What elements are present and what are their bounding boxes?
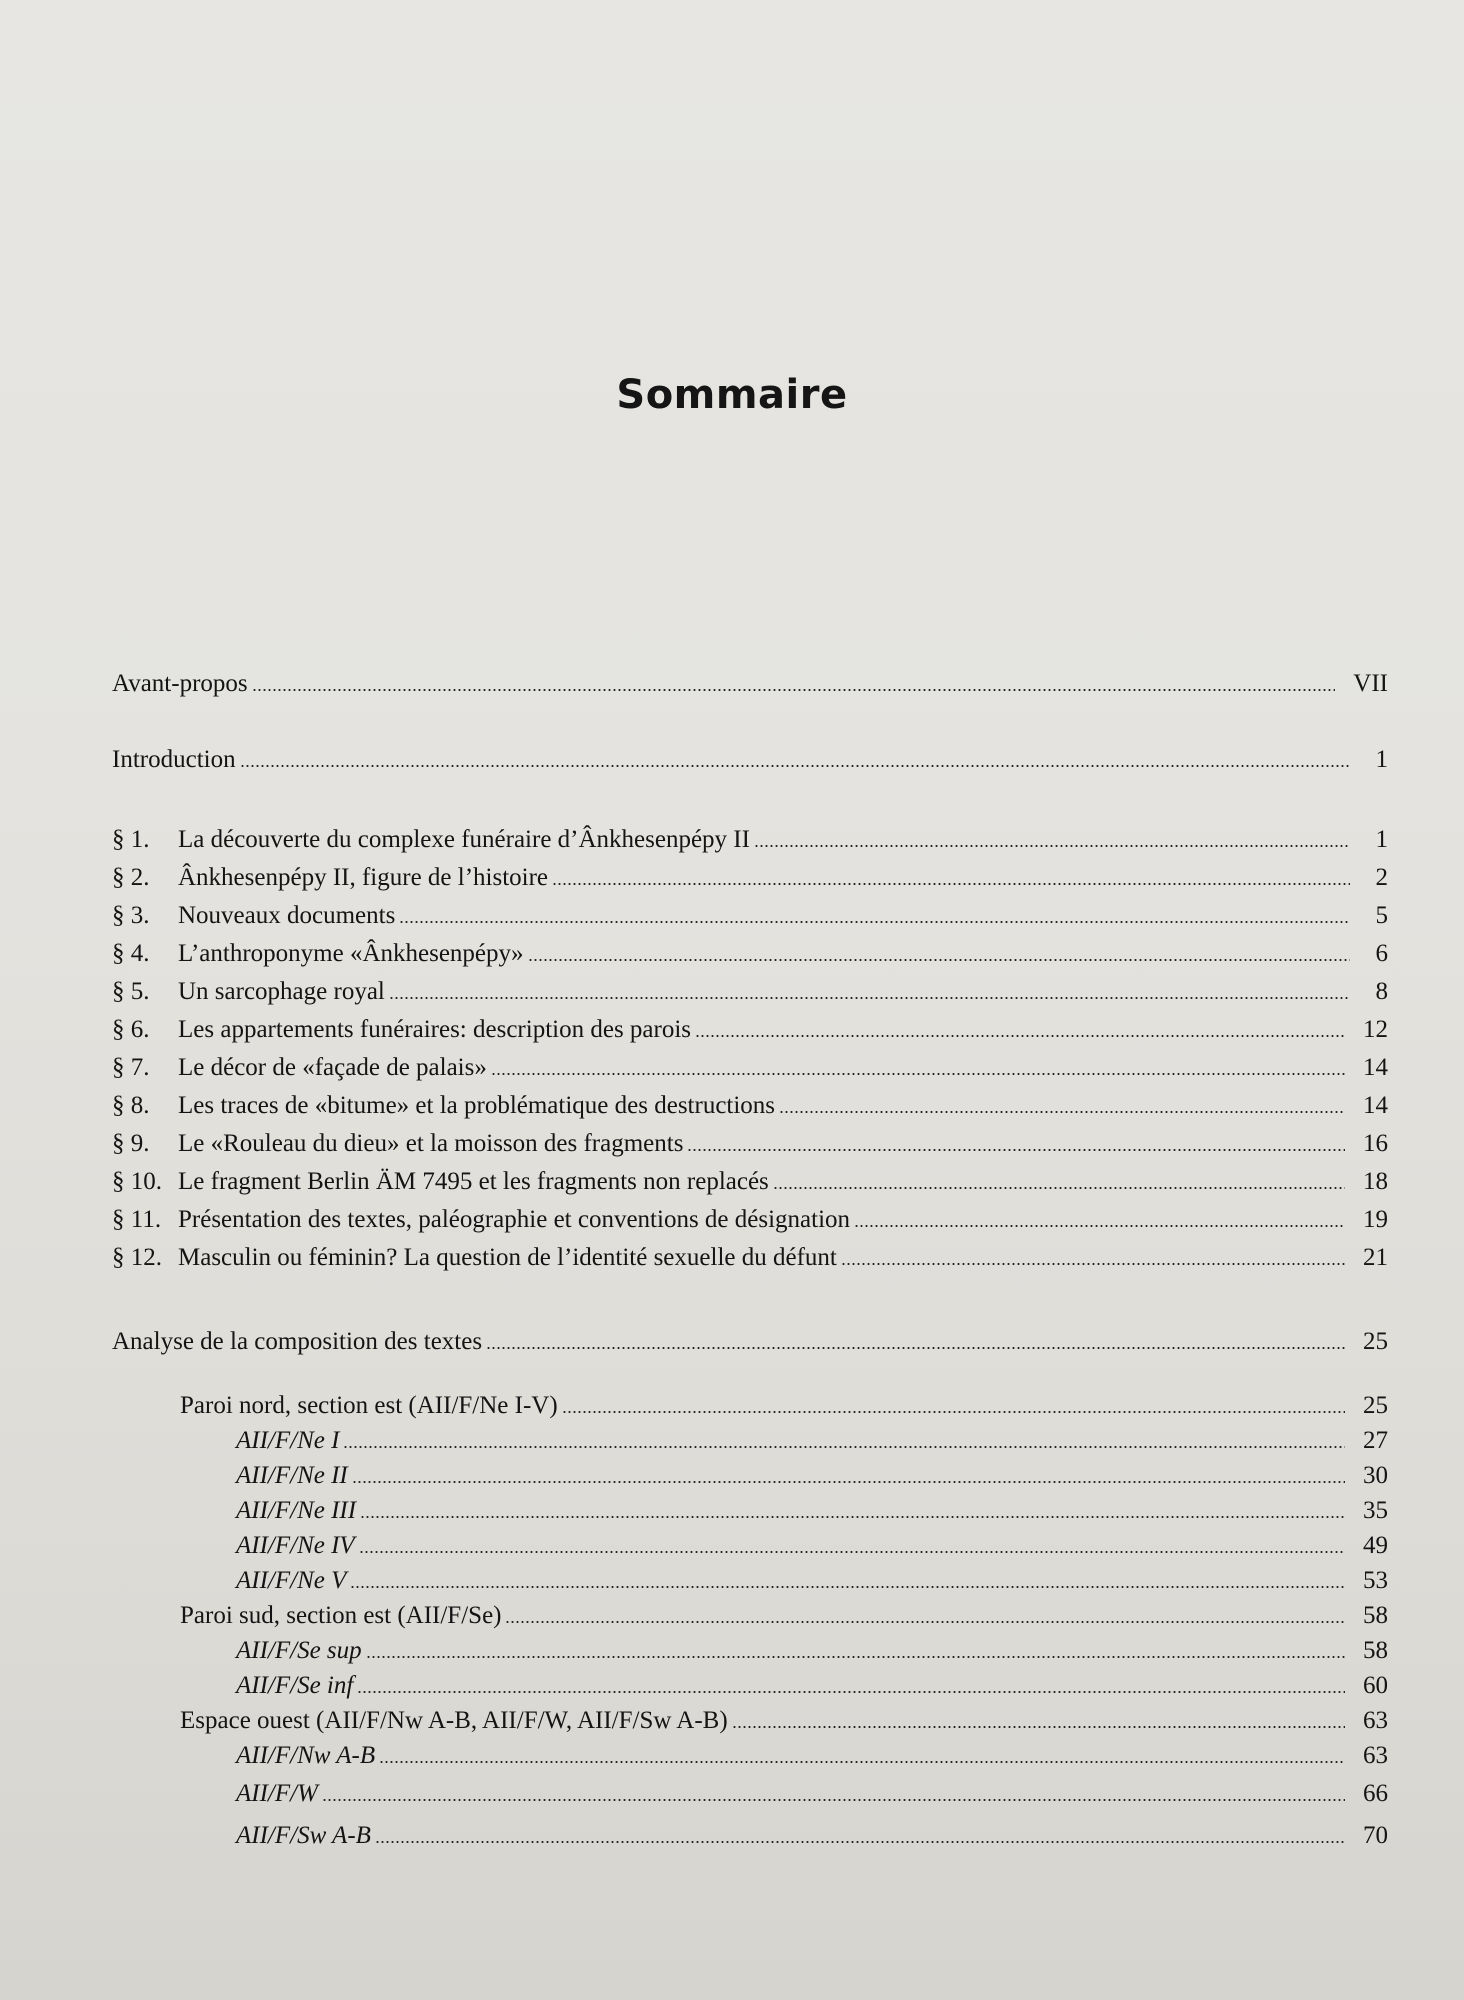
dot-leader — [350, 1584, 1345, 1590]
toc-entry-number: § 1. — [112, 826, 150, 853]
toc-entry-page: 70 — [1363, 1822, 1388, 1849]
dot-leader — [732, 1724, 1345, 1730]
toc-entry-section-4 — [112, 937, 1388, 971]
toc-entry-number: § 4. — [112, 940, 150, 967]
dot-leader — [486, 1345, 1345, 1351]
toc-entry-label: Les traces de «bitume» et la problématique des destructions — [178, 1092, 776, 1119]
dot-leader — [343, 1444, 1345, 1450]
dot-leader — [375, 1839, 1345, 1845]
toc-entry-page: 63 — [1363, 1742, 1388, 1769]
toc-entry-paroi-nord — [180, 1389, 1388, 1423]
toc-entry-number: § 9. — [112, 1130, 150, 1157]
page-title: Sommaire — [616, 372, 848, 418]
toc-entry-label: AII/F/Ne V — [236, 1567, 347, 1594]
dot-leader — [366, 1654, 1345, 1660]
toc-entry-ne-2 — [236, 1459, 1388, 1493]
toc-entry-ne-4 — [236, 1529, 1388, 1563]
toc-entry-section-8 — [112, 1089, 1388, 1123]
dot-leader — [399, 919, 1350, 925]
toc-entry-label: L’anthroponyme «Ânkhesenpépy» — [178, 940, 524, 967]
toc-entry-page: 30 — [1363, 1462, 1388, 1489]
toc-entry-label: Paroi sud, section est (AII/F/Se) — [180, 1602, 502, 1629]
toc-entry-section-12 — [112, 1241, 1388, 1275]
dot-leader — [240, 763, 1350, 769]
toc-entry-page: 25 — [1363, 1328, 1388, 1355]
dot-leader — [252, 687, 1336, 693]
toc-entry-label: Masculin ou féminin? La question de l’identité sexuelle du défunt — [178, 1244, 837, 1271]
toc-entry-page: 60 — [1363, 1672, 1388, 1699]
dot-leader — [505, 1619, 1345, 1625]
toc-entry-label: AII/F/Se sup — [236, 1637, 362, 1664]
toc-entry-page: 35 — [1363, 1497, 1388, 1524]
toc-entry-number: § 5. — [112, 978, 150, 1005]
dot-leader — [779, 1109, 1345, 1115]
toc-entry-label: Paroi nord, section est (AII/F/Ne I-V) — [180, 1392, 558, 1419]
toc-entry-section-3 — [112, 899, 1388, 933]
toc-entry-page: 1 — [1375, 826, 1388, 853]
dot-leader — [357, 1689, 1345, 1695]
toc-entry-number: § 11. — [112, 1206, 162, 1233]
dot-leader — [528, 957, 1350, 963]
toc-entry-page: 2 — [1375, 864, 1388, 891]
toc-entry-page: 12 — [1363, 1016, 1388, 1043]
toc-entry-number: § 10. — [112, 1168, 162, 1195]
toc-entry-label: Espace ouest (AII/F/Nw A-B, AII/F/W, AII/F/Sw A-B) — [180, 1707, 728, 1734]
toc-entry-label: Les appartements funéraires: description des parois — [178, 1016, 692, 1043]
toc-entry-section-10 — [112, 1165, 1388, 1199]
toc-entry-section-6 — [112, 1013, 1388, 1047]
toc-entry-label: AII/F/W — [236, 1780, 318, 1807]
toc-entry-label: AII/F/Ne III — [236, 1497, 357, 1524]
toc-entry-sw-ab — [236, 1819, 1388, 1853]
dot-leader — [360, 1514, 1345, 1520]
dot-leader — [562, 1409, 1345, 1415]
dot-leader — [322, 1797, 1345, 1803]
toc-entry-label: Présentation des textes, paléographie et conventions de désignation — [178, 1206, 851, 1233]
toc-entry-label: Le «Rouleau du dieu» et la moisson des fragments — [178, 1130, 684, 1157]
toc-entry-ne-1 — [236, 1424, 1388, 1458]
toc-entry-label: La découverte du complexe funéraire d’Ânkhesenpépy II — [178, 826, 750, 853]
toc-entry-espace-ouest — [180, 1704, 1388, 1738]
toc-entry-label: AII/F/Ne IV — [236, 1532, 355, 1559]
toc-entry-number: § 6. — [112, 1016, 150, 1043]
toc-entry-ne-5 — [236, 1564, 1388, 1598]
dot-leader — [754, 843, 1350, 849]
toc-entry-page: 8 — [1375, 978, 1388, 1005]
toc-entry-label: AII/F/Ne I — [236, 1427, 340, 1454]
toc-entry-page: 14 — [1363, 1092, 1388, 1119]
toc-entry-w — [236, 1777, 1388, 1811]
toc-entry-paroi-sud — [180, 1599, 1388, 1633]
toc-entry-label: AII/F/Se inf — [236, 1672, 354, 1699]
toc-entry-label: Analyse de la composition des textes — [112, 1328, 483, 1355]
toc-entry-page: 27 — [1363, 1427, 1388, 1454]
toc-entry-se-inf — [236, 1669, 1388, 1703]
dot-leader — [359, 1549, 1345, 1555]
toc-entry-label: AII/F/Ne II — [236, 1462, 348, 1489]
toc-entry-label: AII/F/Sw A-B — [236, 1822, 371, 1849]
dot-leader — [695, 1033, 1345, 1039]
toc-entry-page: 63 — [1363, 1707, 1388, 1734]
dot-leader — [841, 1261, 1345, 1267]
toc-entry-page: 53 — [1363, 1567, 1388, 1594]
toc-entry-section-2 — [112, 861, 1388, 895]
toc-entry-avant-propos — [112, 667, 1388, 701]
toc-entry-section-1 — [112, 823, 1388, 857]
toc-entry-page: 19 — [1363, 1206, 1388, 1233]
toc-entry-label: Le décor de «façade de palais» — [178, 1054, 487, 1081]
toc-entry-page: 5 — [1375, 902, 1388, 929]
toc-entry-page: 58 — [1363, 1637, 1388, 1664]
toc-entry-page: VII — [1353, 670, 1388, 697]
toc-entry-label: Introduction — [112, 746, 236, 773]
toc-entry-section-7 — [112, 1051, 1388, 1085]
toc-entry-label: Nouveaux documents — [178, 902, 396, 929]
toc-entry-page: 16 — [1363, 1130, 1388, 1157]
dot-leader — [352, 1479, 1345, 1485]
dot-leader — [552, 881, 1350, 887]
toc-entry-section-11 — [112, 1203, 1388, 1237]
toc-entry-se-sup — [236, 1634, 1388, 1668]
toc-entry-section-5 — [112, 975, 1388, 1009]
toc-entry-number: § 3. — [112, 902, 150, 929]
toc-entry-number: § 12. — [112, 1244, 162, 1271]
toc-entry-number: § 2. — [112, 864, 150, 891]
toc-entry-page: 14 — [1363, 1054, 1388, 1081]
toc-entry-nw-ab — [236, 1739, 1388, 1773]
toc-entry-page: 58 — [1363, 1602, 1388, 1629]
toc-entry-introduction — [112, 743, 1388, 777]
toc-entry-label: Le fragment Berlin ÄM 7495 et les fragments non replacés — [178, 1168, 769, 1195]
toc-entry-page: 25 — [1363, 1392, 1388, 1419]
dot-leader — [491, 1071, 1345, 1077]
dot-leader — [773, 1185, 1345, 1191]
toc-entry-label: Ânkhesenpépy II, figure de l’histoire — [178, 864, 549, 891]
toc-entry-label: AII/F/Nw A-B — [236, 1742, 376, 1769]
toc-entry-page: 49 — [1363, 1532, 1388, 1559]
toc-entry-analyse — [112, 1325, 1388, 1359]
toc-entry-section-9 — [112, 1127, 1388, 1161]
dot-leader — [854, 1223, 1345, 1229]
toc-entry-ne-3 — [236, 1494, 1388, 1528]
dot-leader — [379, 1759, 1345, 1765]
toc-entry-label: Avant-propos — [112, 670, 248, 697]
toc-entry-page: 1 — [1375, 746, 1388, 773]
dot-leader — [389, 995, 1350, 1001]
toc-entry-page: 18 — [1363, 1168, 1388, 1195]
toc-entry-label: Un sarcophage royal — [178, 978, 385, 1005]
toc-entry-page: 66 — [1363, 1780, 1388, 1807]
toc-entry-page: 6 — [1375, 940, 1388, 967]
toc-entry-number: § 7. — [112, 1054, 150, 1081]
dot-leader — [687, 1147, 1345, 1153]
toc-entry-number: § 8. — [112, 1092, 150, 1119]
toc-entry-page: 21 — [1363, 1244, 1388, 1271]
